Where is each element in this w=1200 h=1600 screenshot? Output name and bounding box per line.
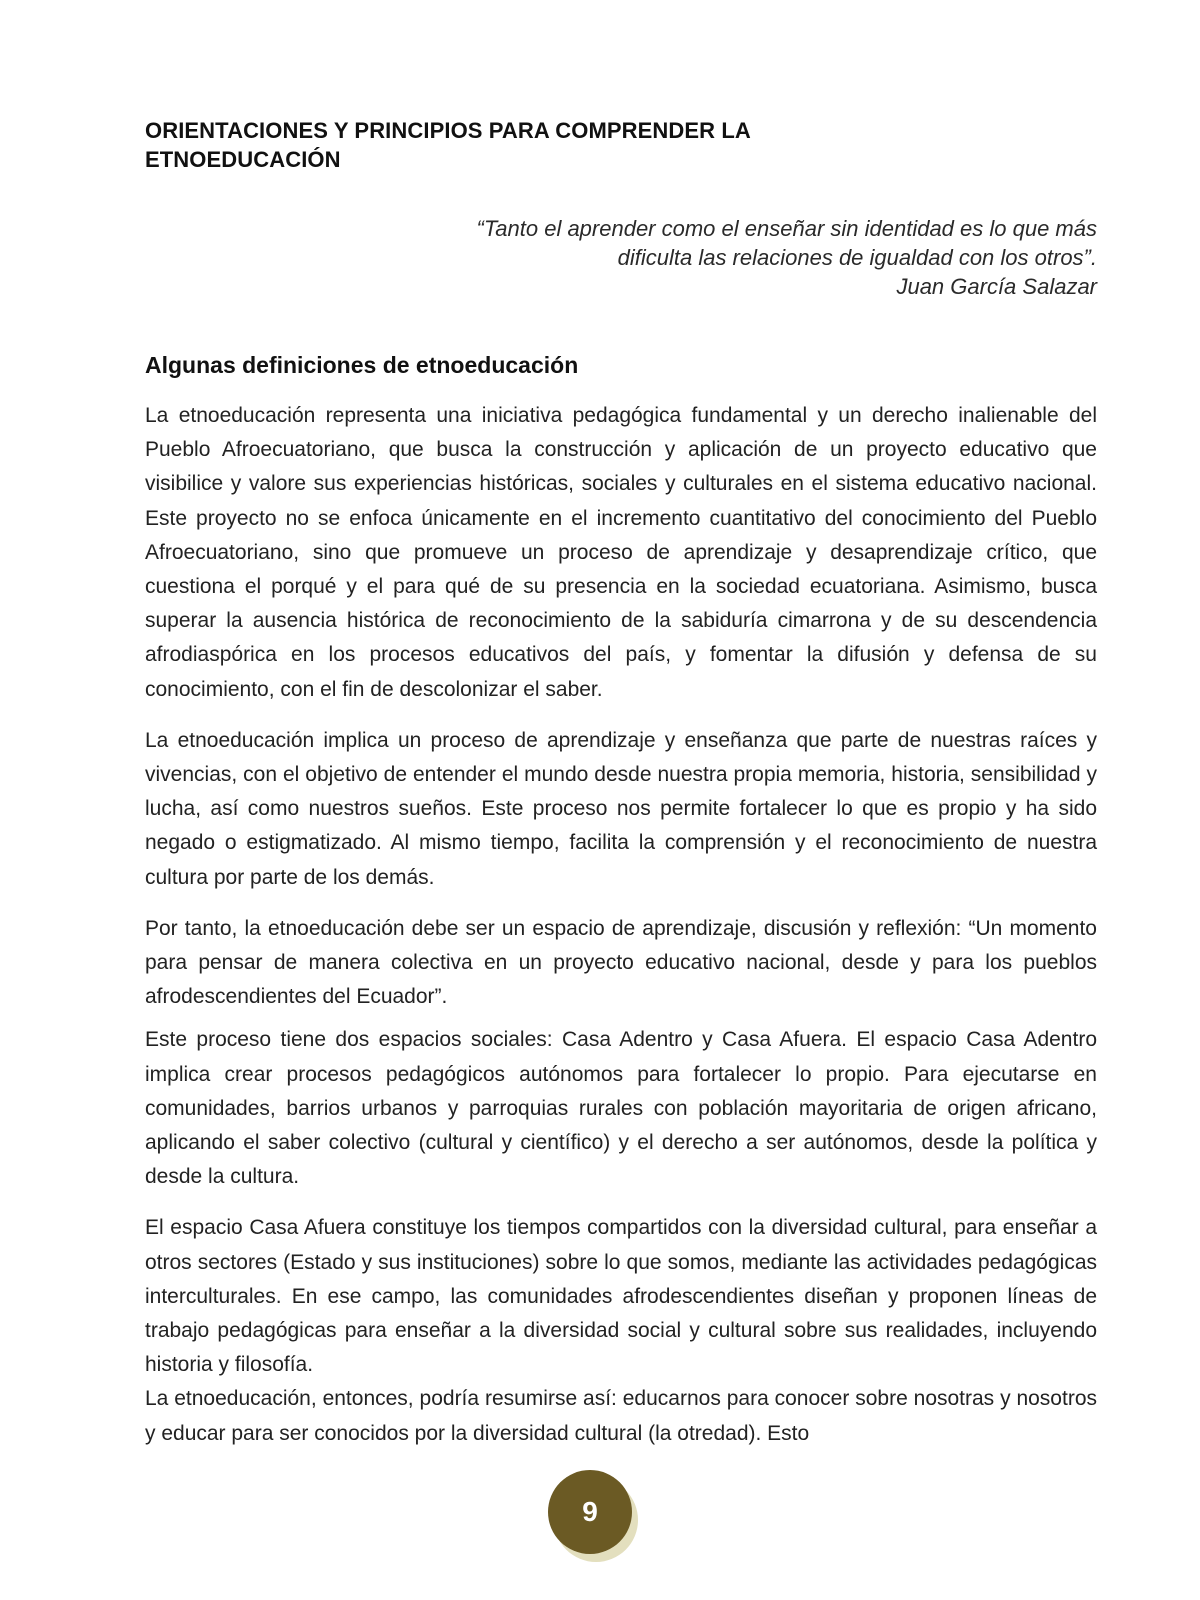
body-text xyxy=(145,399,1097,1451)
paragraph-3: Por tanto, la etnoeducación debe ser un espacio de aprendizaje, discusión y reflexión: “Un momento para pensar de manera colectiva en un proyecto educativo nacional, desde y para los pueblos afrodescendientes del Ecuador”. xyxy=(145,916,1097,1009)
paragraph-2: La etnoeducación implica un proceso de aprendizaje y enseñanza que parte de nuestras raíces y vivencias, con el objetivo de entender el mundo desde nuestra propia memoria, historia, sensibilidad y lucha, así como nuestros sueños. Este proceso nos permite fortalecer lo que es propio y ha sido negado o estigmatizado. Al mismo tiempo, facilita la comprensión y el reconocimiento de nuestra cultura por parte de los demás. xyxy=(145,728,1097,889)
paragraph-5: El espacio Casa Afuera constituye los tiempos compartidos con la diversidad cultural, para enseñar a otros sectores (Estado y sus instituciones) sobre lo que somos, mediante las actividades pedagógicas interculturales. En ese campo, las comunidades afrodescendientes diseñan y proponen líneas de trabajo pedagógicas para enseñar a la diversidad social y cultural sobre sus realidades, incluyendo historia y filosofía. xyxy=(145,1216,1097,1377)
page-number: 9 xyxy=(548,1470,632,1554)
paragraph-6: La etnoeducación, entonces, podría resumirse así: educarnos para conocer sobre nosotras y nosotros y educar para ser conocidos por la diversidad cultural (la otredad). Esto xyxy=(145,1387,1097,1445)
document-page xyxy=(145,0,1097,1600)
epigraph-quote-line-1: “Tanto el aprender como el enseñar sin identidad es lo que más xyxy=(476,216,1097,241)
epigraph-author: Juan García Salazar xyxy=(896,274,1097,299)
epigraph-quote-line-2: dificulta las relaciones de igualdad con los otros”. xyxy=(617,245,1097,270)
epigraph xyxy=(397,214,1097,301)
paragraph-4: Este proceso tiene dos espacios sociales: Casa Adentro y Casa Afuera. El espacio Casa Adentro implica crear procesos pedagógicos autónomos para fortalecer lo propio. Para ejecutarse en comunidades, barrios urbanos y parroquias rurales con población mayoritaria de origen africano, aplicando el saber colectivo (cultural y científico) y el derecho a ser autónomos, desde la política y desde la cultura. xyxy=(145,1028,1097,1189)
paragraph-1: La etnoeducación representa una iniciativa pedagógica fundamental y un derecho inalienable del Pueblo Afroecuatoriano, que busca la construcción y aplicación de un proyecto educativo que visibilice y valore sus experiencias históricas, sociales y culturales en el sistema educativo nacional. Este proyecto no se enfoca únicamente en el incremento cuantitativo del conocimiento del Pueblo Afroecuatoriano, sino que promueve un proceso de aprendizaje y desaprendizaje crítico, que cuestiona el porqué y el para qué de su presencia en la sociedad ecuatoriana. Asimismo, busca superar la ausencia histórica de reconocimiento de la sabiduría cimarrona y de su descendencia afrodiaspórica en los procesos educativos del país, y fomentar la difusión y defensa de su conocimiento, con el fin de descolonizar el saber. xyxy=(145,404,1097,701)
subheading: Algunas definiciones de etnoeducación xyxy=(145,352,579,378)
page-number-badge xyxy=(548,1470,644,1562)
section-title: ORIENTACIONES Y PRINCIPIOS PARA COMPRENDER LA ETNOEDUCACIÓN xyxy=(145,118,751,172)
